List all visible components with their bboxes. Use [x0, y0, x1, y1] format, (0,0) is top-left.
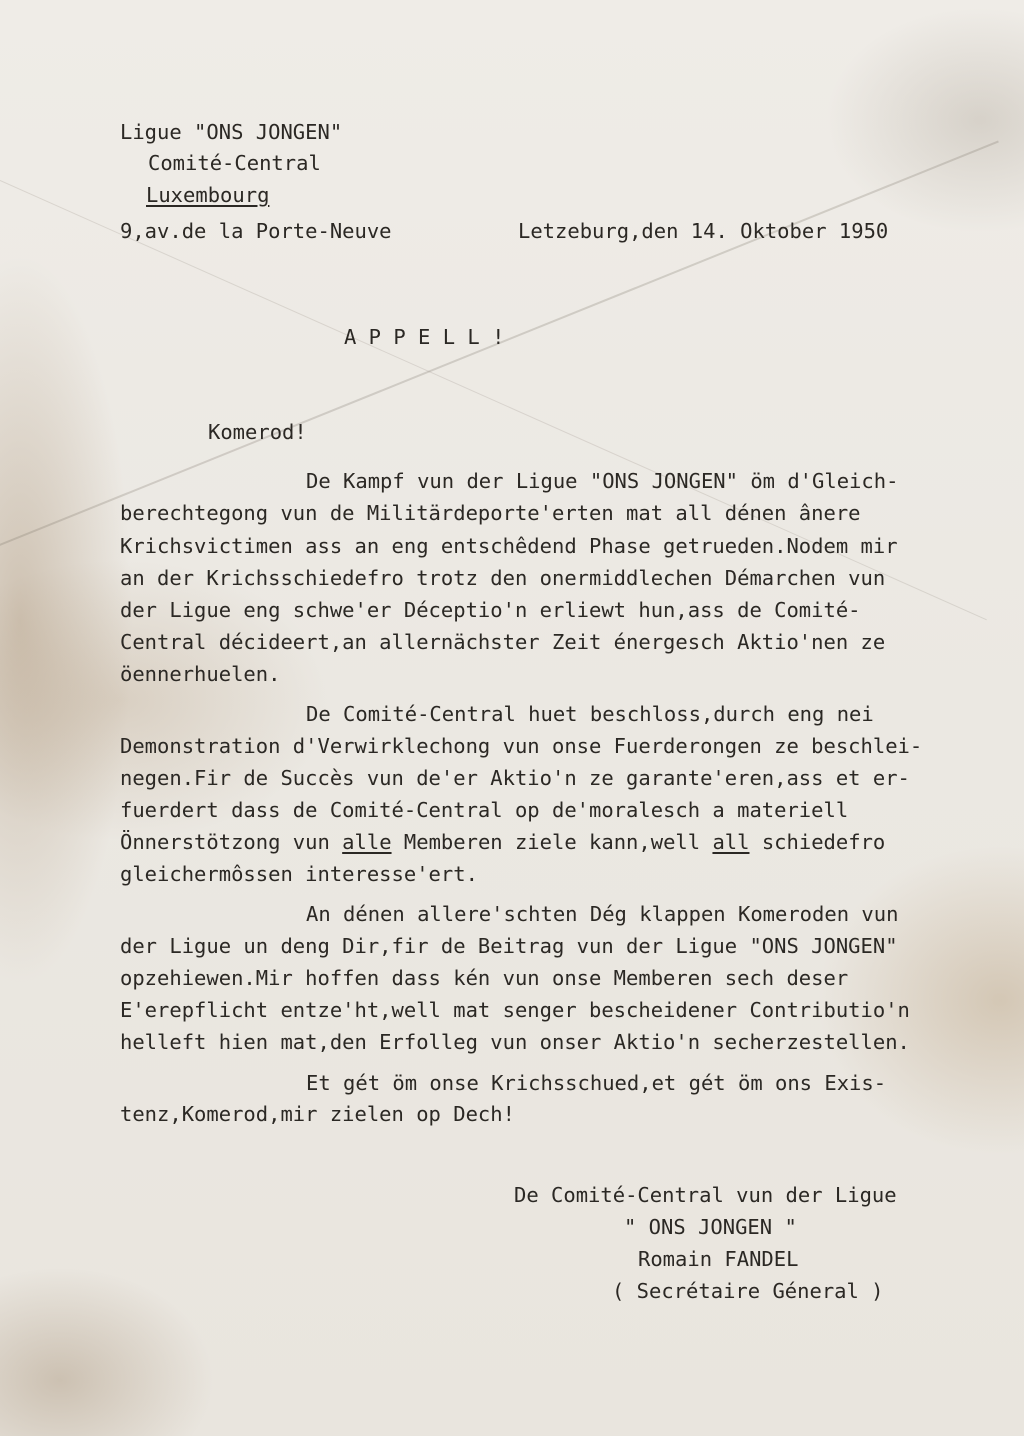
salutation: Komerod! — [208, 420, 307, 444]
paragraph-1-line-6: Central décideert,an allernächster Zeit énergesch Aktio'nen ze — [120, 630, 886, 654]
paragraph-2-line-5-part-c: schiedefro — [749, 830, 886, 854]
paragraph-3-line-1: An dénen allere'schten Dég klappen Komeroden vun — [306, 902, 899, 926]
paragraph-4-line-1: Et gét öm onse Krichsschued,et gét öm ons Exis- — [306, 1071, 887, 1095]
committee-name: Comité-Central — [148, 151, 321, 175]
signature-name: Romain FANDEL — [638, 1247, 799, 1271]
paragraph-1-line-1: De Kampf vun der Ligue "ONS JONGEN" öm d'Gleich- — [306, 469, 899, 493]
paragraph-3-line-3: opzehiewen.Mir hoffen dass kén vun onse Memberen sech deser — [120, 966, 849, 990]
underlined-word-all: all — [712, 830, 750, 854]
letter-title: A P P E L L ! — [344, 325, 505, 349]
address: 9,av.de la Porte-Neuve — [120, 219, 392, 243]
paragraph-1-line-3: Krichsvictimen ass an eng entschêdend Phase getrueden.Nodem mir — [120, 534, 898, 558]
paragraph-2-line-5-part-a: Önnerstötzong vun — [120, 830, 343, 854]
paragraph-2-line-5 — [120, 832, 885, 853]
paragraph-1-line-4: an der Krichsschiedefro trotz den onermiddlechen Démarchen vun — [120, 566, 886, 590]
paragraph-3-line-2: der Ligue un deng Dir,fir de Beitrag vun der Ligue "ONS JONGEN" — [120, 934, 898, 958]
signature-org: " ONS JONGEN " — [624, 1215, 797, 1239]
signature-committee: De Comité-Central vun der Ligue — [514, 1183, 897, 1207]
paragraph-2-line-6: gleichermôssen interesse'ert. — [120, 862, 478, 886]
paragraph-2-line-3: negen.Fir de Succès vun de'er Aktio'n ze garante'eren,ass et er- — [120, 766, 910, 790]
paragraph-4-line-2: tenz,Komerod,mir zielen op Dech! — [120, 1102, 515, 1126]
date-line: Letzeburg,den 14. Oktober 1950 — [518, 219, 889, 243]
city-name: Luxembourg — [146, 183, 270, 207]
paragraph-2-line-2: Demonstration d'Verwirklechong vun onse Fuerderongen ze beschlei- — [120, 734, 923, 758]
org-name: Ligue "ONS JONGEN" — [120, 120, 343, 144]
paragraph-1-line-2: berechtegong vun de Militärdeporte'erten mat all dénen ânere — [120, 501, 861, 525]
paragraph-2-line-4: fuerdert dass de Comité-Central op de'moralesch a materiell — [120, 798, 849, 822]
underlined-word-alle: alle — [342, 830, 392, 854]
signature-role: ( Secrétaire Géneral ) — [612, 1279, 884, 1303]
paragraph-3-line-4: E'erepflicht entze'ht,well mat senger bescheidener Contributio'n — [120, 998, 910, 1022]
paragraph-1-line-7: öennerhuelen. — [120, 662, 281, 686]
paragraph-1-line-5: der Ligue eng schwe'er Déceptio'n erliewt hun,ass de Comité- — [120, 598, 861, 622]
paragraph-2-line-1: De Comité-Central huet beschloss,durch eng nei — [306, 702, 874, 726]
paragraph-2-line-5-part-b: Memberen ziele kann,well — [391, 830, 713, 854]
paragraph-3-line-5: helleft hien mat,den Erfolleg vun onser Aktio'n secherzestellen. — [120, 1030, 910, 1054]
